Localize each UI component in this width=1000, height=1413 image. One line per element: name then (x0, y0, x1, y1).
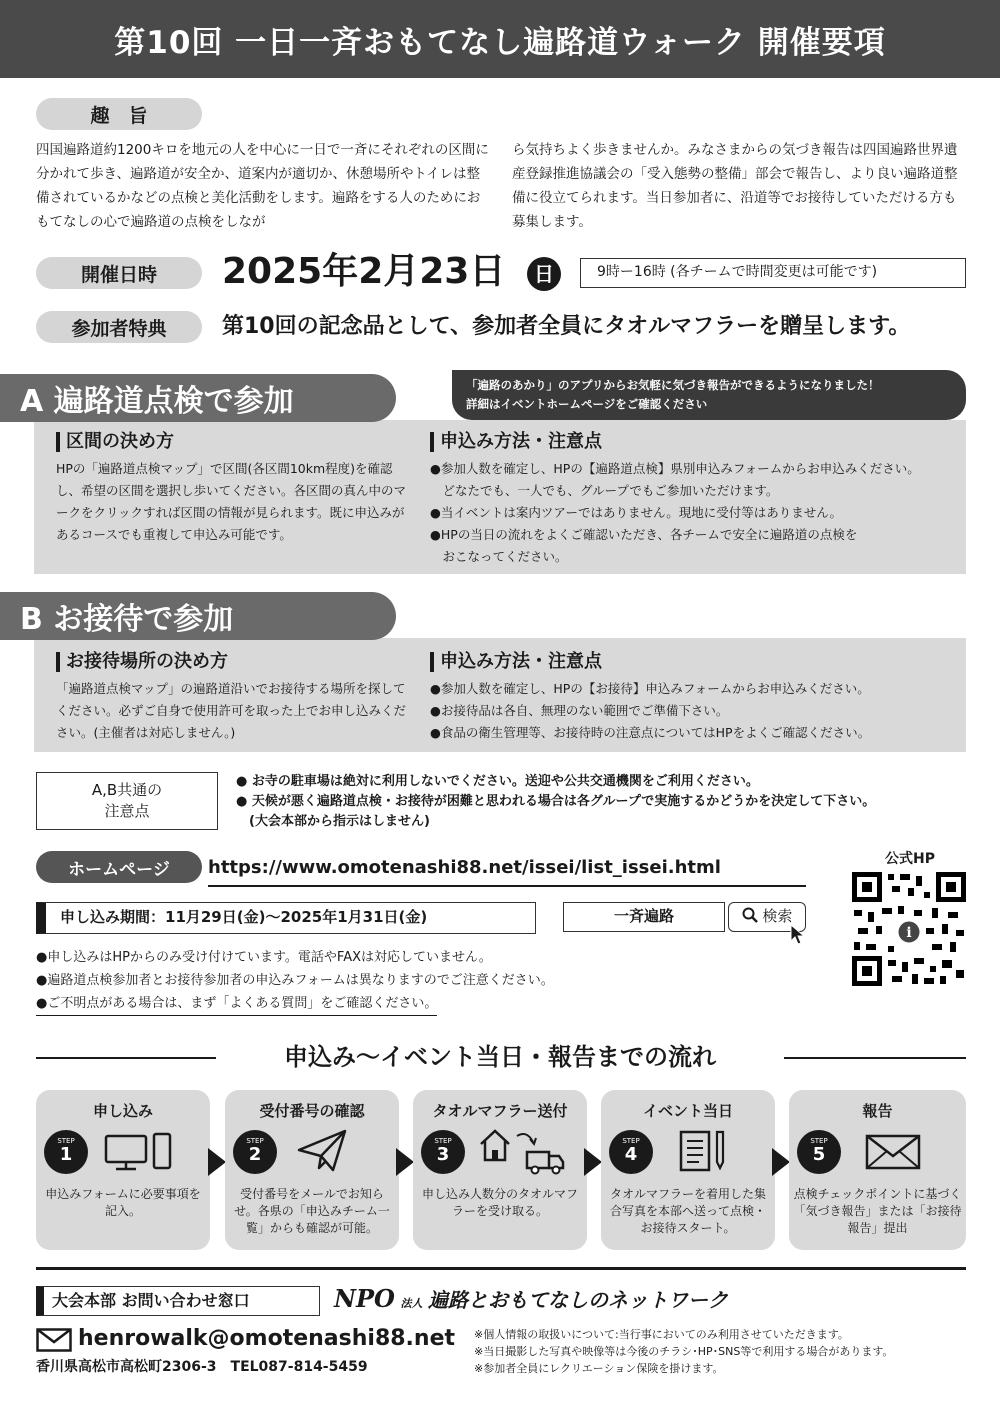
contact-address: 香川県高松市高松町2306-3 TEL087-814-5459 (36, 1359, 368, 1375)
list-item: どなたでも、一人でも、グループでもご参加いただけます。 (430, 483, 779, 498)
list-item: ● 天候が悪く遍路道点検・お接待が困難と思われる場合は各グループで実施するかどうかを決定して下さい。 (236, 794, 876, 809)
application-notes (36, 946, 816, 1016)
step-1-title: 申し込み (92, 1102, 153, 1120)
section-b-tab: B お接待で参加 (0, 592, 396, 640)
step-5-card (789, 1090, 966, 1250)
section-b-left-heading: お接待場所の決め方 (56, 652, 228, 672)
common-label-line2: 注意点 (104, 802, 150, 820)
step-2-text: 受付番号をメールでお知らせ。各県の「申込みチーム一覧」からも確認が可能。 (234, 1187, 390, 1235)
purpose-text-left: 四国遍路道約1200キロを地元の人を中心に一日で一斉にそれぞれの区間に分かれて歩き、遍路道が安全か、道案内が適切か、休憩場所やトイレは整備されているかなどの点検と美化活動をします。遍路をする人のためにおもてなしの心で遍路道の点検をしなが (36, 142, 489, 230)
house-truck-icon (477, 1126, 567, 1180)
search-button-label: 検索 (762, 907, 793, 925)
list-item: ●お接待品は各自、無理のない範囲でご準備下さい。 (430, 703, 729, 718)
checklist-icon (677, 1128, 727, 1178)
arrow-right-icon (584, 1148, 602, 1176)
list-item: おこなってください。 (430, 549, 568, 564)
contact-label: 大会本部 お問い合わせ窓口 (36, 1286, 320, 1316)
step-5-text: 点検チェックポイントに基づく「気づき報告」または「お接待報告」提出 (793, 1187, 962, 1235)
step-4-badge (609, 1130, 653, 1174)
arrow-right-icon (208, 1148, 226, 1176)
search-icon (742, 907, 763, 925)
list-item: ●遍路道点検参加者とお接待参加者の申込みフォームは異なりますのでご注意ください。 (36, 973, 554, 988)
step-label: STEP (622, 1137, 640, 1145)
weekday-badge: 日 (527, 257, 561, 291)
step-3-text: 申し込み人数分のタオルマフラーを受け取る。 (421, 1187, 578, 1218)
date-label: 開催日時 (36, 257, 202, 289)
arrow-right-icon (396, 1148, 414, 1176)
step-1-text: 申込みフォームに必要事項を記入。 (45, 1187, 201, 1218)
list-item: ●HPの当日の流れをよくご確認いただき、各チームで安全に遍路道の点検を (430, 527, 858, 542)
list-item: (大会本部から指示はしません) (236, 814, 430, 829)
list-item: ●食品の衛生管理等、お接待時の注意点についてはHPをよくご確認ください。 (430, 725, 871, 740)
section-a-left-text: HPの「遍路道点検マップ」で区間(各区間10km程度)を確認し、希望の区間を選択し歩いてください。各区間の真ん中のマークをクリックすれば区間の情報が見られます。既に申込みがあるコースでも重複して申込み可能です。 (56, 461, 407, 542)
list-item: ※当日撮影した写真や映像等は今後のチラシ･HP･SNS等で利用する場合があります。 (474, 1345, 894, 1358)
flow-heading: 申込み〜イベント当日・報告までの流れ (284, 1043, 716, 1071)
qr-label: 公式HP (885, 851, 935, 867)
common-notes (236, 772, 966, 832)
section-b-right-heading: 申込み方法・注意点 (430, 652, 602, 672)
step-label: STEP (810, 1137, 828, 1145)
step-3-title: タオルマフラー送付 (432, 1102, 568, 1120)
step-2-badge (233, 1130, 277, 1174)
step-label: STEP (246, 1137, 264, 1145)
common-label-line1: A,B共通の (91, 781, 163, 799)
step-number: 5 (812, 1144, 826, 1165)
list-item: ●参加人数を確定し、HPの【お接待】申込みフォームからお申込みください。 (430, 681, 870, 696)
step-3-badge (421, 1130, 465, 1174)
step-2-title: 受付番号の確認 (259, 1102, 365, 1120)
common-notes-label (36, 772, 218, 830)
mail-icon (36, 1328, 72, 1356)
org-logo (334, 1284, 728, 1313)
step-label: STEP (57, 1137, 75, 1145)
step-4-card (601, 1090, 775, 1250)
section-a-tab: A 遍路道点検で参加 (0, 374, 396, 422)
list-item: ● お寺の駐車場は絶対に利用しないでください。送迎や公共交通機関をご利用ください。 (236, 774, 759, 789)
app-notice-line1: 「遍路のあかり」のアプリからお気軽に気づき報告ができるようになりました！ (466, 378, 880, 392)
section-b-left-text: 「遍路道点検マップ」の遍路道沿いでお接待する場所を探してください。必ずご自身で使用許可を取った上でお申し込みください。(主催者は対応しません。) (56, 681, 407, 740)
step-2-card (225, 1090, 399, 1250)
app-notice-line2: 詳細はイベントホームページをご確認ください (466, 397, 708, 411)
step-5-title: 報告 (862, 1102, 893, 1120)
section-a-left-heading: 区間の決め方 (56, 432, 174, 452)
org-prefix: NPO (334, 1284, 395, 1313)
application-period: 申し込み期間：11月29日(金)〜2025年1月31日(金) (36, 902, 536, 934)
step-number: 2 (248, 1144, 262, 1165)
section-a-items (430, 458, 960, 568)
step-number: 3 (436, 1144, 450, 1165)
app-notice (452, 370, 966, 420)
faq-note[interactable]: ●ご不明点がある場合は、まず「よくある質問」をご確認ください。 (36, 992, 437, 1016)
benefit-text: 第10回の記念品として、参加者全員にタオルマフラーを贈呈します。 (222, 314, 911, 339)
step-1-card (36, 1090, 210, 1250)
step-number: 1 (59, 1144, 73, 1165)
homepage-url[interactable]: https://www.omotenashi88.net/issei/list_issei.html (208, 853, 806, 887)
homepage-label: ホームページ (36, 851, 202, 883)
list-item: ●申し込みはHPからのみ受け付けています。電話やFAXは対応していません。 (36, 950, 492, 965)
list-item: ※参加者全員にレクリエーション保険を掛けます。 (474, 1362, 724, 1375)
footer-notes (474, 1326, 968, 1377)
computer-phone-icon (104, 1132, 174, 1176)
step-label: STEP (434, 1137, 452, 1145)
step-5-badge (797, 1130, 841, 1174)
svg-text:i: i (906, 925, 912, 941)
benefit-label: 参加者特典 (36, 311, 202, 343)
step-4-title: イベント当日 (642, 1102, 733, 1120)
list-item: ●当イベントは案内ツアーではありません。現地に受付等はありません。 (430, 505, 843, 520)
event-date: 2025年2月23日 (222, 251, 506, 292)
step-4-text: タオルマフラーを着用した集合写真を本部へ送って点検・お接待スタート。 (609, 1187, 766, 1235)
paper-plane-icon (297, 1128, 349, 1178)
contact-email[interactable]: henrowalk@omotenashi88.net (78, 1326, 456, 1351)
flow-rule-right (784, 1057, 966, 1059)
org-corp: 法人 (400, 1297, 423, 1310)
search-input[interactable]: 一斉遍路 (563, 902, 725, 932)
purpose-label: 趣 旨 (36, 98, 202, 130)
envelope-icon (865, 1134, 921, 1174)
org-name: 遍路とおもてなしのネットワーク (428, 1288, 729, 1312)
footer-divider (36, 1267, 966, 1270)
purpose-text-right: ら気持ちよく歩きませんか。みなさまからの気づき報告は四国遍路世界遺産登録推進協議会の「受入態勢の整備」部会で報告し、より良い遍路道整備に役立てられます。当日参加者に、沿道等でお接待していただける方も募集します。 (512, 142, 958, 230)
step-3-card (413, 1090, 587, 1250)
flow-rule-left (36, 1057, 216, 1059)
arrow-right-icon (772, 1148, 790, 1176)
qr-code[interactable] (852, 872, 966, 986)
section-b-items (430, 678, 960, 744)
step-1-badge (44, 1130, 88, 1174)
section-a-right-heading: 申込み方法・注意点 (430, 432, 602, 452)
event-time: 9時ー16時 (各チームで時間変更は可能です) (580, 258, 966, 288)
step-number: 4 (624, 1144, 638, 1165)
list-item: ※個人情報の取扱いについて:当行事においてのみ利用させていただきます。 (474, 1328, 849, 1341)
list-item: ●参加人数を確定し、HPの【遍路道点検】県別申込みフォームからお申込みください。 (430, 461, 920, 476)
page-title: 第10回 一日一斉おもてなし遍路道ウォーク 開催要項 (0, 0, 1000, 78)
